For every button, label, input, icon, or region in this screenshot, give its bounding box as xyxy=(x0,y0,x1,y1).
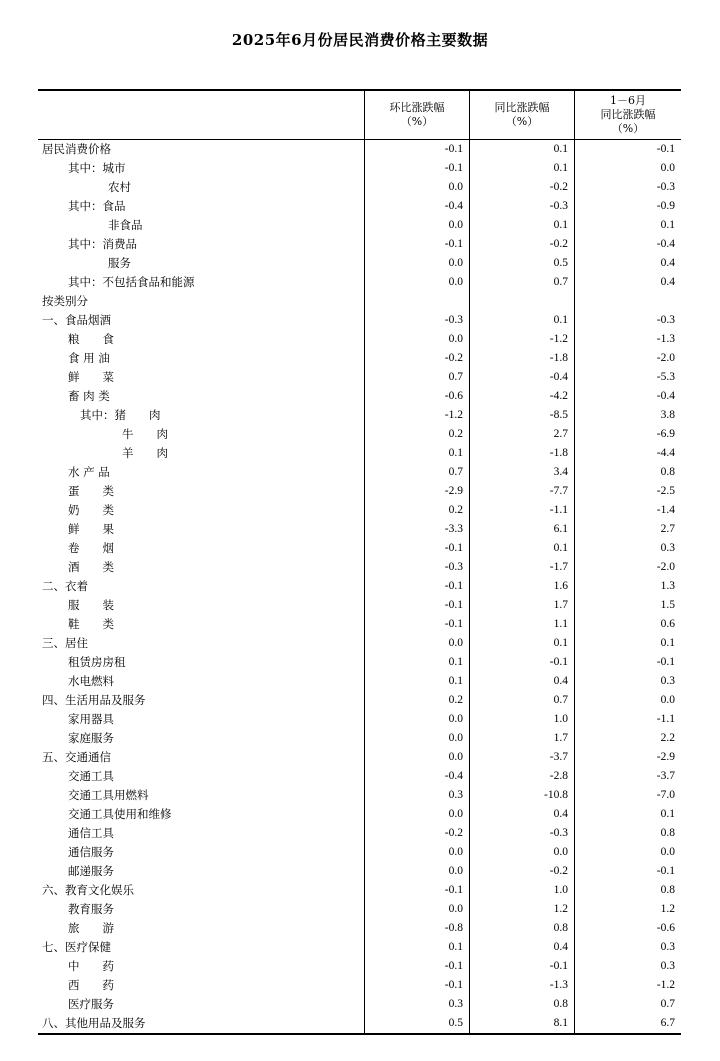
yoy-value: 1.6 xyxy=(553,580,568,592)
row-label: 奶 类 xyxy=(68,503,114,517)
table-row xyxy=(38,919,681,938)
row-label: 交通工具 xyxy=(68,769,114,783)
ytd-value: -2.0 xyxy=(656,561,675,573)
mom-value: 0.0 xyxy=(448,846,463,858)
table-row xyxy=(38,197,681,216)
row-label: 通信服务 xyxy=(68,845,114,859)
table-row xyxy=(38,349,681,368)
ytd-value: 0.6 xyxy=(660,618,675,630)
ytd-value: -1.1 xyxy=(656,713,675,725)
row-label: 鲜 菜 xyxy=(68,370,114,384)
row-label: 卷 烟 xyxy=(68,541,114,555)
ytd-value: -0.1 xyxy=(656,656,675,668)
yoy-value: 1.2 xyxy=(553,903,568,915)
row-label: 五、交通通信 xyxy=(42,750,111,764)
ytd-value: 1.2 xyxy=(660,903,675,915)
row-label: 酒 类 xyxy=(68,560,114,574)
mom-value: -0.4 xyxy=(444,200,463,212)
header-yoy xyxy=(469,91,574,139)
yoy-value: -2.8 xyxy=(549,770,568,782)
table-body xyxy=(38,140,681,1033)
row-label: 家用器具 xyxy=(68,712,114,726)
ytd-value: -0.4 xyxy=(656,390,675,402)
yoy-value xyxy=(470,292,568,311)
table-row xyxy=(38,634,681,653)
table-row xyxy=(38,444,681,463)
header-yoy-line-1: 同比涨跌幅 xyxy=(494,101,550,114)
ytd-value: 0.8 xyxy=(660,827,675,839)
yoy-value: 0.0 xyxy=(553,846,568,858)
table-row xyxy=(38,938,681,957)
table-header xyxy=(38,91,681,140)
mom-value xyxy=(365,292,463,311)
mom-value: 0.1 xyxy=(448,941,463,953)
header-mom-line-2: （%） xyxy=(400,115,434,128)
ytd-value: 0.3 xyxy=(660,675,675,687)
mom-value: -0.1 xyxy=(444,542,463,554)
yoy-value: 0.1 xyxy=(553,314,568,326)
mom-value: 0.0 xyxy=(448,257,463,269)
ytd-value: 0.3 xyxy=(660,960,675,972)
row-label: 租赁房房租 xyxy=(68,655,126,669)
yoy-value: 0.8 xyxy=(553,922,568,934)
ytd-value: 0.0 xyxy=(660,694,675,706)
yoy-value: -0.2 xyxy=(549,238,568,250)
table-row xyxy=(38,1014,681,1033)
table-row xyxy=(38,558,681,577)
ytd-value: 0.8 xyxy=(660,884,675,896)
table-row xyxy=(38,140,681,159)
ytd-value: -6.9 xyxy=(656,428,675,440)
table-row xyxy=(38,672,681,691)
row-label: 服 装 xyxy=(68,598,114,612)
ytd-value: 2.7 xyxy=(660,523,675,535)
yoy-value: -0.3 xyxy=(549,200,568,212)
yoy-value: 0.1 xyxy=(553,542,568,554)
table-row xyxy=(38,292,681,311)
row-label: 农村 xyxy=(108,180,131,194)
yoy-value: -0.2 xyxy=(549,181,568,193)
mom-value: -0.1 xyxy=(444,143,463,155)
mom-value: 0.0 xyxy=(448,732,463,744)
table-row xyxy=(38,976,681,995)
yoy-value: 0.1 xyxy=(553,637,568,649)
table-row xyxy=(38,178,681,197)
row-label: 教育服务 xyxy=(68,902,114,916)
table-row xyxy=(38,900,681,919)
table-row xyxy=(38,311,681,330)
mom-value: -3.3 xyxy=(444,523,463,535)
mom-value: 0.7 xyxy=(448,466,463,478)
mom-value: 0.0 xyxy=(448,181,463,193)
ytd-value: -0.3 xyxy=(656,314,675,326)
header-yoy-line-2: （%） xyxy=(505,115,539,128)
ytd-value: 0.1 xyxy=(660,808,675,820)
mom-value: 0.2 xyxy=(448,694,463,706)
mom-value: -0.1 xyxy=(444,238,463,250)
row-label: 其中：消费品 xyxy=(68,237,137,251)
mom-value: -0.3 xyxy=(444,314,463,326)
ytd-value: -3.7 xyxy=(656,770,675,782)
ytd-value: 0.3 xyxy=(660,542,675,554)
mom-value: -0.2 xyxy=(444,827,463,839)
yoy-value: 2.7 xyxy=(553,428,568,440)
table-row xyxy=(38,881,681,900)
row-label: 八、其他用品及服务 xyxy=(42,1016,146,1030)
table-row xyxy=(38,824,681,843)
row-label: 交通工具使用和维修 xyxy=(68,807,172,821)
ytd-value: -0.1 xyxy=(656,143,675,155)
ytd-value: 0.8 xyxy=(660,466,675,478)
row-label: 旅 游 xyxy=(68,921,114,935)
ytd-value: 0.4 xyxy=(660,276,675,288)
row-label: 一、食品烟酒 xyxy=(42,313,111,327)
row-label: 羊 肉 xyxy=(122,446,168,460)
table-row xyxy=(38,805,681,824)
ytd-value: -2.5 xyxy=(656,485,675,497)
row-label: 蛋 类 xyxy=(68,484,114,498)
mom-value: 0.3 xyxy=(448,998,463,1010)
ytd-value: 0.7 xyxy=(660,998,675,1010)
table-row xyxy=(38,615,681,634)
mom-value: 0.2 xyxy=(448,504,463,516)
row-label: 二、衣着 xyxy=(42,579,88,593)
row-label: 西 药 xyxy=(68,978,114,992)
header-mom-line-1: 环比涨跌幅 xyxy=(389,101,445,114)
row-label: 七、医疗保健 xyxy=(42,940,111,954)
yoy-value: -0.1 xyxy=(549,656,568,668)
table-row xyxy=(38,273,681,292)
row-label: 服务 xyxy=(108,256,131,270)
ytd-value: -1.2 xyxy=(656,979,675,991)
table-row xyxy=(38,577,681,596)
table-row xyxy=(38,786,681,805)
ytd-value: 6.7 xyxy=(660,1017,675,1029)
row-label: 粮 食 xyxy=(68,332,114,346)
table-row xyxy=(38,501,681,520)
yoy-value: -10.8 xyxy=(544,789,568,801)
mom-value: 0.3 xyxy=(448,789,463,801)
mom-value: 0.7 xyxy=(448,371,463,383)
table-row xyxy=(38,653,681,672)
table-row xyxy=(38,767,681,786)
yoy-value: 0.7 xyxy=(553,276,568,288)
table-row xyxy=(38,216,681,235)
ytd-value xyxy=(575,292,675,311)
ytd-value: 0.4 xyxy=(660,257,675,269)
row-label: 畜 肉 类 xyxy=(68,389,110,403)
cpi-table xyxy=(38,89,681,1035)
row-label: 六、教育文化娱乐 xyxy=(42,883,134,897)
yoy-value: 6.1 xyxy=(553,523,568,535)
mom-value: 0.0 xyxy=(448,713,463,725)
mom-value: -0.1 xyxy=(444,979,463,991)
table-row xyxy=(38,748,681,767)
row-label: 其中：猪 肉 xyxy=(80,408,161,422)
yoy-value: 1.0 xyxy=(553,713,568,725)
row-label: 邮递服务 xyxy=(68,864,114,878)
ytd-value: 1.5 xyxy=(660,599,675,611)
ytd-value: -7.0 xyxy=(656,789,675,801)
mom-value: -0.1 xyxy=(444,162,463,174)
mom-value: 0.0 xyxy=(448,219,463,231)
row-label: 非食品 xyxy=(108,218,143,232)
row-label: 交通工具用燃料 xyxy=(68,788,149,802)
mom-value: 0.0 xyxy=(448,865,463,877)
table-row xyxy=(38,387,681,406)
yoy-value: -0.2 xyxy=(549,865,568,877)
yoy-value: 1.1 xyxy=(553,618,568,630)
ytd-value: -5.3 xyxy=(656,371,675,383)
ytd-value: -0.9 xyxy=(656,200,675,212)
yoy-value: -0.3 xyxy=(549,827,568,839)
table-row xyxy=(38,159,681,178)
mom-value: 0.0 xyxy=(448,808,463,820)
yoy-value: -0.4 xyxy=(549,371,568,383)
mom-value: 0.1 xyxy=(448,675,463,687)
table-row xyxy=(38,463,681,482)
row-label: 水 产 品 xyxy=(68,465,110,479)
table-row xyxy=(38,691,681,710)
mom-value: 0.0 xyxy=(448,276,463,288)
yoy-value: 3.4 xyxy=(553,466,568,478)
row-label: 居民消费价格 xyxy=(42,142,111,156)
yoy-value: 1.0 xyxy=(553,884,568,896)
row-label: 四、生活用品及服务 xyxy=(42,693,146,707)
row-label: 其中：食品 xyxy=(68,199,126,213)
header-ytd-line-3: （%） xyxy=(611,122,645,135)
yoy-value: 0.4 xyxy=(553,808,568,820)
yoy-value: 0.4 xyxy=(553,675,568,687)
row-label: 按类别分 xyxy=(42,294,88,308)
yoy-value: 0.4 xyxy=(553,941,568,953)
table-row xyxy=(38,254,681,273)
table-row xyxy=(38,330,681,349)
table-row xyxy=(38,596,681,615)
table-row xyxy=(38,235,681,254)
row-label: 其中：不包括食品和能源 xyxy=(68,275,195,289)
row-label: 三、居住 xyxy=(42,636,88,650)
ytd-value: 3.8 xyxy=(660,409,675,421)
mom-value: -0.1 xyxy=(444,618,463,630)
table-row xyxy=(38,406,681,425)
yoy-value: -0.1 xyxy=(549,960,568,972)
mom-value: -0.1 xyxy=(444,580,463,592)
mom-value: -0.1 xyxy=(444,884,463,896)
mom-value: -0.3 xyxy=(444,561,463,573)
yoy-value: 1.7 xyxy=(553,732,568,744)
ytd-value: -2.0 xyxy=(656,352,675,364)
ytd-value: 0.1 xyxy=(660,637,675,649)
ytd-value: -0.3 xyxy=(656,181,675,193)
yoy-value: -1.8 xyxy=(549,352,568,364)
yoy-value: -1.8 xyxy=(549,447,568,459)
ytd-value: -1.3 xyxy=(656,333,675,345)
header-ytd-line-2: 同比涨跌幅 xyxy=(600,108,656,121)
ytd-value: -0.1 xyxy=(656,865,675,877)
row-label: 鞋 类 xyxy=(68,617,114,631)
yoy-value: -1.7 xyxy=(549,561,568,573)
yoy-value: -1.3 xyxy=(549,979,568,991)
row-label: 其中：城市 xyxy=(68,161,126,175)
mom-value: 0.0 xyxy=(448,751,463,763)
header-ytd xyxy=(574,91,681,139)
table-row xyxy=(38,995,681,1014)
row-label: 牛 肉 xyxy=(122,427,168,441)
yoy-value: -1.2 xyxy=(549,333,568,345)
ytd-value: 0.1 xyxy=(660,219,675,231)
ytd-value: 0.0 xyxy=(660,162,675,174)
ytd-value: -4.4 xyxy=(656,447,675,459)
mom-value: -0.8 xyxy=(444,922,463,934)
ytd-value: 0.3 xyxy=(660,941,675,953)
mom-value: -0.4 xyxy=(444,770,463,782)
yoy-value: 0.7 xyxy=(553,694,568,706)
ytd-value: -1.4 xyxy=(656,504,675,516)
table-row xyxy=(38,862,681,881)
yoy-value: -8.5 xyxy=(549,409,568,421)
ytd-value: 1.3 xyxy=(660,580,675,592)
mom-value: 0.0 xyxy=(448,903,463,915)
table-row xyxy=(38,729,681,748)
yoy-value: 0.1 xyxy=(553,219,568,231)
yoy-value: 1.7 xyxy=(553,599,568,611)
yoy-value: 0.1 xyxy=(553,162,568,174)
mom-value: 0.0 xyxy=(448,637,463,649)
yoy-value: -3.7 xyxy=(549,751,568,763)
mom-value: 0.2 xyxy=(448,428,463,440)
row-label: 中 药 xyxy=(68,959,114,973)
yoy-value: -1.1 xyxy=(549,504,568,516)
table-row xyxy=(38,482,681,501)
row-label: 水电燃料 xyxy=(68,674,114,688)
table-row xyxy=(38,425,681,444)
ytd-value: -0.4 xyxy=(656,238,675,250)
mom-value: -2.9 xyxy=(444,485,463,497)
table-row xyxy=(38,843,681,862)
row-label: 通信工具 xyxy=(68,826,114,840)
yoy-value: -7.7 xyxy=(549,485,568,497)
mom-value: -0.6 xyxy=(444,390,463,402)
yoy-value: 0.8 xyxy=(553,998,568,1010)
table-row xyxy=(38,957,681,976)
mom-value: -1.2 xyxy=(444,409,463,421)
page-title: 2025年6月份居民消费价格主要数据 xyxy=(231,31,489,49)
ytd-value: 2.2 xyxy=(660,732,675,744)
yoy-value: -4.2 xyxy=(549,390,568,402)
mom-value: -0.1 xyxy=(444,960,463,972)
table-row xyxy=(38,520,681,539)
mom-value: 0.1 xyxy=(448,447,463,459)
yoy-value: 8.1 xyxy=(553,1017,568,1029)
table-row xyxy=(38,368,681,387)
ytd-value: -0.6 xyxy=(656,922,675,934)
row-label: 食 用 油 xyxy=(68,351,110,365)
mom-value: 0.1 xyxy=(448,656,463,668)
row-label: 鲜 果 xyxy=(68,522,114,536)
mom-value: 0.0 xyxy=(448,333,463,345)
mom-value: -0.2 xyxy=(444,352,463,364)
yoy-value: 0.1 xyxy=(553,143,568,155)
row-label: 医疗服务 xyxy=(68,997,114,1011)
ytd-value: 0.0 xyxy=(660,846,675,858)
mom-value: -0.1 xyxy=(444,599,463,611)
header-mom xyxy=(364,91,469,139)
mom-value: 0.5 xyxy=(448,1017,463,1029)
ytd-value: -2.9 xyxy=(656,751,675,763)
table-row xyxy=(38,710,681,729)
row-label: 家庭服务 xyxy=(68,731,114,745)
yoy-value: 0.5 xyxy=(553,257,568,269)
table-bottom-rule xyxy=(38,1033,681,1035)
header-ytd-line-1: 1－6月 xyxy=(610,94,646,107)
table-row xyxy=(38,539,681,558)
